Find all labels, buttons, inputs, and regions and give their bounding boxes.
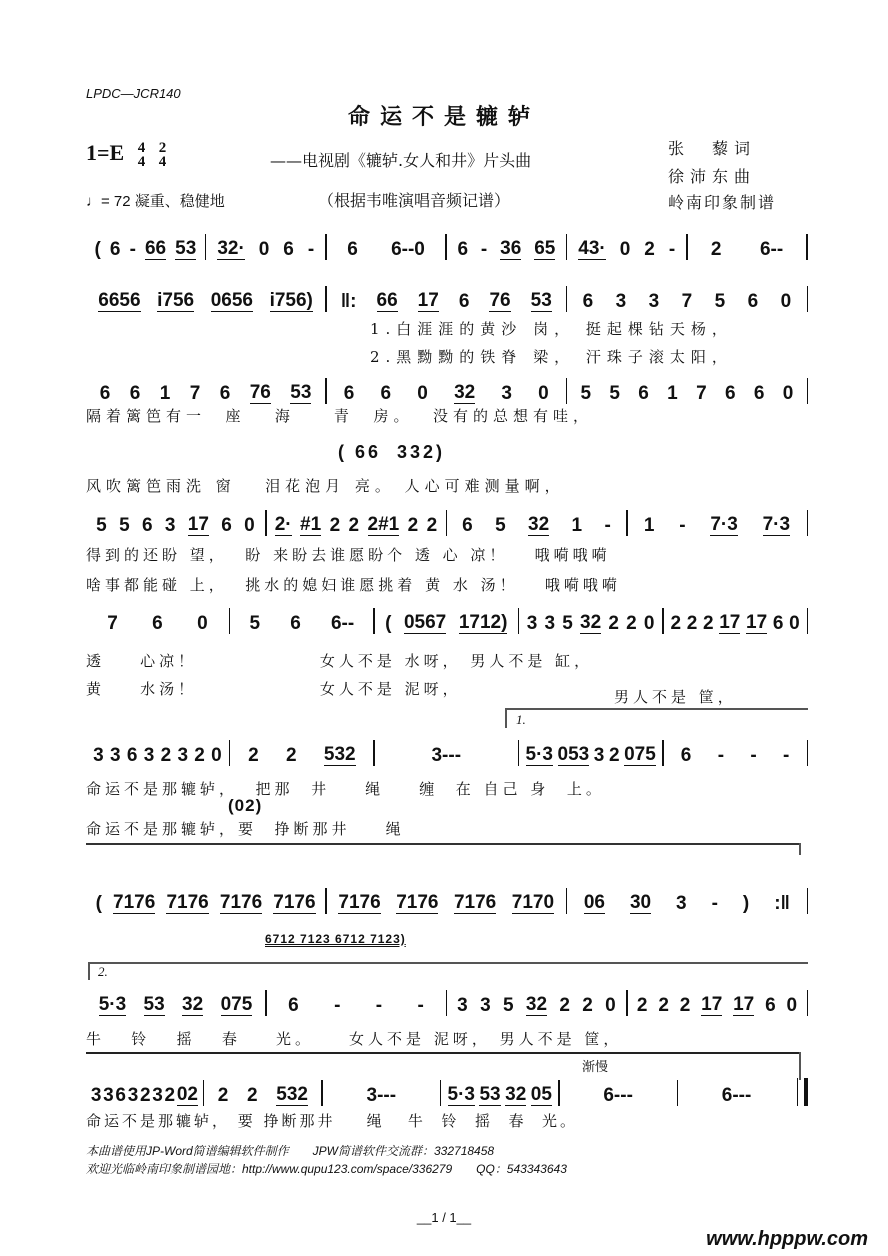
barline xyxy=(807,990,809,1016)
note: 3 xyxy=(457,995,468,1016)
measure xyxy=(567,893,806,914)
note: 32· xyxy=(217,238,245,259)
note: 7 xyxy=(696,383,707,404)
note: 3--- xyxy=(366,1085,397,1106)
note: ( xyxy=(385,613,392,634)
note: 6 xyxy=(680,745,692,766)
note: - xyxy=(480,239,488,260)
note: 3 xyxy=(90,1085,102,1106)
note: 6 xyxy=(290,613,301,634)
measure xyxy=(664,746,807,766)
note: 2 xyxy=(217,1085,229,1106)
note: 17 xyxy=(733,994,755,1015)
measure xyxy=(86,239,205,260)
measure xyxy=(323,1086,440,1106)
note: 2 xyxy=(679,995,691,1016)
note: 3 xyxy=(127,1085,139,1106)
note: 7176 xyxy=(273,892,316,913)
note: 6 xyxy=(126,745,138,766)
lyric-line-8b: 男人不是 筐， xyxy=(614,688,737,706)
note: 2 xyxy=(636,995,648,1016)
watermark: www.hpppw.com xyxy=(706,1228,868,1250)
note: 7·3 xyxy=(762,514,791,535)
measure xyxy=(567,384,806,404)
lyric-verse1-a: 1.白涯涯的黄沙 岗， 挺起棵钻天杨， xyxy=(370,320,733,338)
note: 3 xyxy=(480,995,491,1016)
note: 6 xyxy=(347,239,358,260)
lyric-line-7: 透 心凉！ 女人不是 水呀， 男人不是 缸， xyxy=(86,652,594,670)
note: 1 xyxy=(643,515,655,536)
note: 6 xyxy=(457,239,469,260)
footer-software-note: 本曲谱使用JP-Word简谱编辑软件制作 JPW简谱软件交流群：332718458 xyxy=(86,1144,495,1158)
note: 32 xyxy=(182,994,204,1015)
note: 0 xyxy=(211,745,222,766)
note: 3 xyxy=(501,383,512,404)
note: 6 xyxy=(283,239,294,260)
note: 532 xyxy=(323,744,356,765)
notation-row xyxy=(86,286,808,312)
note: - xyxy=(783,745,790,766)
measure xyxy=(447,515,626,536)
note: 3 xyxy=(164,515,176,536)
ritardando-marking: 渐慢 xyxy=(582,1060,609,1075)
note: 0567 xyxy=(403,612,447,633)
note: 6--- xyxy=(721,1085,752,1106)
score-code: LPDC—JCR140 xyxy=(86,86,181,101)
lyric-line-3: 隔着篱笆有一 座 海 青 房。 没有的总想有哇， xyxy=(86,407,593,425)
note: 3 xyxy=(143,745,155,766)
note: 2 xyxy=(160,745,172,766)
volta-2-bracket xyxy=(88,962,90,980)
note: 6 xyxy=(772,613,784,634)
note: 2 xyxy=(670,613,682,634)
note: 17 xyxy=(187,514,209,535)
note: 53 xyxy=(290,382,312,403)
note: 5 xyxy=(119,515,130,536)
note: 3 xyxy=(152,1085,163,1106)
alt-notes-3: 6712 7123 6712 7123) xyxy=(265,932,406,946)
note: - xyxy=(750,745,757,766)
note: 3 xyxy=(676,893,687,914)
volta-2-label: 2. xyxy=(98,964,108,979)
note: 6 xyxy=(343,383,355,404)
note: 7 xyxy=(107,613,118,634)
note: 6 xyxy=(462,515,473,536)
note: - xyxy=(711,893,718,914)
measure xyxy=(206,239,325,260)
measure xyxy=(441,1085,558,1106)
note: #1 xyxy=(300,514,322,535)
barline xyxy=(807,740,809,766)
note: 5 xyxy=(609,383,620,404)
note: - xyxy=(334,995,341,1016)
page-number: __1 / 1__ xyxy=(416,1210,472,1225)
note: 6 xyxy=(288,995,299,1016)
notation-row xyxy=(86,608,808,634)
note: 53 xyxy=(143,994,165,1015)
alt-notes-2: (02) xyxy=(228,796,263,815)
note: 05 xyxy=(530,1084,552,1105)
note: 6 xyxy=(765,995,776,1016)
note: - xyxy=(717,745,725,766)
note: 17 xyxy=(417,290,439,311)
note: 53 xyxy=(530,290,552,311)
lyricist-credit: 张 藜词 xyxy=(668,139,757,158)
note: 6 xyxy=(458,291,470,312)
barline xyxy=(807,510,809,536)
lyric-verse2-a: 2.黑黝黝的铁脊 梁， 汗珠子滚太阳， xyxy=(370,348,733,366)
measure xyxy=(204,1085,321,1106)
note: 17 xyxy=(719,612,741,633)
note: 2· xyxy=(274,514,292,535)
note: 5 xyxy=(249,613,261,634)
barline xyxy=(807,378,809,404)
measure xyxy=(664,613,807,634)
lyric-line-6: 啥事都能碰 上， 挑水的媳妇谁愿挑着 黄 水 汤！ 哦嗬哦嗬 xyxy=(86,576,621,594)
note: - xyxy=(129,239,136,260)
system-divider-2 xyxy=(86,1052,800,1054)
note: 02 xyxy=(176,1084,198,1105)
note: i756 xyxy=(157,290,195,311)
note: 075 xyxy=(624,744,656,765)
note: 2 xyxy=(139,1085,151,1106)
note: - xyxy=(668,239,676,260)
measure xyxy=(267,515,446,536)
note: 0 xyxy=(786,995,798,1016)
note: 17 xyxy=(746,612,768,633)
note: 7176 xyxy=(396,892,439,913)
note: 5 xyxy=(96,515,107,536)
note: ‖: xyxy=(340,291,357,312)
note: 2 xyxy=(608,613,619,634)
note: 7·3 xyxy=(710,514,738,535)
note: 65 xyxy=(534,238,556,259)
volta-1-label: 1. xyxy=(516,712,526,727)
note: 6 xyxy=(753,383,765,404)
lyric-line-10: 命运不是那辘轳，要 挣断那井 绳 xyxy=(86,820,405,838)
note: 0656 xyxy=(210,290,253,311)
note: 1 xyxy=(159,383,171,404)
arranger-credit: 岭南印象制谱 xyxy=(668,193,777,212)
note: ) xyxy=(742,893,750,914)
note: 2 xyxy=(348,515,360,536)
note: 7 xyxy=(189,383,201,404)
measure xyxy=(519,745,662,766)
measure xyxy=(230,614,373,634)
note: 0 xyxy=(417,383,428,404)
notation-row xyxy=(86,1080,808,1106)
note: 2 xyxy=(686,613,698,634)
note: 7176 xyxy=(219,892,263,913)
measure xyxy=(327,893,566,914)
note: 30 xyxy=(629,892,652,913)
notation-row xyxy=(86,378,808,404)
note: 6 xyxy=(747,291,759,312)
measure xyxy=(230,745,373,766)
measure xyxy=(86,614,229,634)
note: 76 xyxy=(489,290,511,311)
note: 7176 xyxy=(338,892,381,913)
measure xyxy=(86,291,325,312)
key-signature xyxy=(86,140,166,169)
note: 5·3 xyxy=(525,744,553,765)
note: 0 xyxy=(538,383,549,404)
note: 36 xyxy=(500,238,522,259)
measure xyxy=(447,239,566,260)
page-title: 命运不是辘轳 xyxy=(347,104,540,130)
lyric-line-11: 牛 铃 摇 春 光。 女人不是 泥呀， 男人不是 筐， xyxy=(86,1030,623,1048)
volta-2-line xyxy=(88,962,808,964)
note: 2 xyxy=(710,239,722,260)
note: 0 xyxy=(197,613,208,634)
note: 2 xyxy=(329,515,341,536)
barline xyxy=(807,888,809,914)
lyric-line-12: 命运不是那辘轳， 要 挣断那井 绳 牛 铃 摇 春 光。 xyxy=(86,1112,579,1130)
note: 43· xyxy=(578,238,606,259)
notation-row xyxy=(86,740,808,766)
note: 2 xyxy=(559,995,570,1016)
note: - xyxy=(604,515,611,536)
measure xyxy=(327,383,566,404)
note: 0 xyxy=(258,239,270,260)
note: 6-- xyxy=(330,613,355,634)
note: 66 xyxy=(376,290,398,311)
note: 3 xyxy=(103,1085,114,1106)
note: 0 xyxy=(605,995,616,1016)
note: 6 xyxy=(582,291,594,312)
divider-end-2 xyxy=(799,1052,801,1080)
alt-notes-1: ( 66 332) xyxy=(338,442,446,462)
measure xyxy=(86,1085,203,1106)
measure xyxy=(688,240,807,260)
note: 6--- xyxy=(603,1085,633,1106)
subtitle: ——电视剧《辘轳.女人和井》片头曲 xyxy=(270,151,532,170)
measure xyxy=(447,995,626,1016)
lyric-line-5: 得到的还盼 望， 盼 来盼去谁愿盼个 透 心 凉！ 哦嗬哦嗬 xyxy=(86,546,611,564)
note: 0 xyxy=(619,239,631,260)
tempo-marking: ♩= 72 凝重、稳健地 xyxy=(86,193,225,210)
time-signature-1: 4 4 xyxy=(137,139,146,170)
measure xyxy=(86,746,229,766)
note: 2 xyxy=(702,613,714,634)
measure xyxy=(375,746,518,766)
measure xyxy=(519,613,662,634)
note: 5 xyxy=(495,515,506,536)
system-divider xyxy=(86,843,800,845)
note: - xyxy=(417,995,424,1016)
note: 2 xyxy=(608,745,620,766)
note: 5·3 xyxy=(447,1084,475,1105)
source-note: （根据韦唯演唱音频记谱） xyxy=(318,191,511,210)
note: 7176 xyxy=(166,892,209,913)
note: 3 xyxy=(544,613,556,634)
note: 6 xyxy=(724,383,736,404)
note: :‖ xyxy=(774,893,790,914)
footer-website-note: 欢迎光临岭南印象制谱园地：http://www.qupu123.com/space/336279 QQ：543343643 xyxy=(86,1162,567,1176)
note: 3 xyxy=(526,613,538,634)
note: 6 xyxy=(141,515,153,536)
note: ( xyxy=(94,239,101,260)
note: 3 xyxy=(648,291,660,312)
time-signature-2: 2 4 xyxy=(158,139,167,170)
note: 1 xyxy=(571,515,583,536)
notation-row xyxy=(86,234,808,260)
note: 66 xyxy=(144,238,167,259)
note: 5 xyxy=(580,383,592,404)
note: 2 xyxy=(286,745,297,766)
note: i756) xyxy=(269,290,313,311)
note: 7176 xyxy=(453,892,497,913)
note: 1712) xyxy=(458,612,508,633)
note: 0 xyxy=(789,613,800,634)
note: 6--0 xyxy=(391,239,425,260)
note: 32 xyxy=(454,382,476,403)
note: 2#1 xyxy=(367,514,400,535)
note: 2 xyxy=(194,745,205,766)
measure xyxy=(678,1086,795,1106)
note: 2 xyxy=(164,1085,176,1106)
divider-end xyxy=(799,843,801,855)
note: ( xyxy=(95,893,102,914)
measure xyxy=(86,515,265,536)
note: 2 xyxy=(626,613,637,634)
note: 2 xyxy=(247,1085,258,1106)
note: 532 xyxy=(276,1084,308,1105)
note: 3 xyxy=(615,291,627,312)
note: 32 xyxy=(528,514,550,535)
note: 6-- xyxy=(759,239,784,260)
measure xyxy=(375,613,518,634)
note: 53 xyxy=(175,238,197,259)
note: 6 xyxy=(219,383,231,404)
barline xyxy=(807,608,809,634)
note: 3--- xyxy=(431,745,462,766)
measure xyxy=(567,292,806,312)
note: 6 xyxy=(115,1085,126,1106)
note: 17 xyxy=(701,994,723,1015)
composer-credit: 徐沛东曲 xyxy=(668,167,757,186)
note: 2 xyxy=(248,745,259,766)
note: 053 xyxy=(557,744,590,765)
measure xyxy=(267,996,446,1016)
note: 2 xyxy=(582,995,593,1016)
lyric-line-8: 黄 水汤！ 女人不是 泥呀， xyxy=(86,680,462,698)
note: 7176 xyxy=(113,892,156,913)
note: 7 xyxy=(681,291,693,312)
note: 5 xyxy=(562,613,573,634)
final-barline xyxy=(797,1078,808,1106)
note: 76 xyxy=(249,382,271,403)
note: 7170 xyxy=(511,892,555,913)
note: 32 xyxy=(525,994,548,1015)
note: 6 xyxy=(221,515,232,536)
note: - xyxy=(307,239,315,260)
key-label: 1=E xyxy=(86,140,125,165)
note: 06 xyxy=(583,892,605,913)
note: 32 xyxy=(580,612,602,633)
note: 0 xyxy=(643,613,655,634)
note: - xyxy=(679,515,686,536)
measure xyxy=(86,893,325,914)
lyric-line-9: 命运不是那辘轳， 把那 井 绳 缠 在 自己 身 上。 xyxy=(86,780,605,798)
lyric-line-4: 风吹篱笆雨洗 窗 泪花泡月 亮。 人心可难测量啊， xyxy=(86,477,565,495)
note: 1 xyxy=(667,383,678,404)
notation-row xyxy=(86,510,808,536)
note: 2 xyxy=(644,239,655,260)
note: 53 xyxy=(479,1084,501,1105)
note: 2 xyxy=(407,515,419,536)
note: 5·3 xyxy=(98,994,127,1015)
note: 0 xyxy=(782,383,794,404)
note: 6 xyxy=(380,383,392,404)
barline xyxy=(806,234,808,260)
note: 32 xyxy=(505,1084,527,1105)
note: 0 xyxy=(780,291,792,312)
note: 3 xyxy=(110,745,121,766)
measure xyxy=(628,515,807,536)
note: 5 xyxy=(714,291,726,312)
note: 6 xyxy=(99,383,111,404)
note: 0 xyxy=(244,515,255,536)
notation-row xyxy=(86,888,808,914)
measure xyxy=(628,995,807,1016)
note: 6 xyxy=(129,383,141,404)
note: 2 xyxy=(658,995,669,1016)
note: - xyxy=(375,995,383,1016)
volta-1-bracket xyxy=(505,708,507,728)
barline xyxy=(807,286,809,312)
note: 6 xyxy=(152,613,163,634)
measure xyxy=(327,240,446,260)
measure xyxy=(560,1086,677,1106)
measure xyxy=(86,995,265,1016)
note: 3 xyxy=(93,745,104,766)
note: 6 xyxy=(638,383,649,404)
measure xyxy=(327,291,566,312)
note: 3 xyxy=(177,745,189,766)
measure xyxy=(567,239,686,260)
notation-row xyxy=(86,990,808,1016)
note: 5 xyxy=(502,995,514,1016)
note: 2 xyxy=(426,515,438,536)
note: 6656 xyxy=(98,290,141,311)
volta-1-line xyxy=(505,708,808,710)
note: 6 xyxy=(109,239,121,260)
note: 3 xyxy=(593,745,605,766)
measure xyxy=(86,383,325,404)
note: 075 xyxy=(220,994,253,1015)
